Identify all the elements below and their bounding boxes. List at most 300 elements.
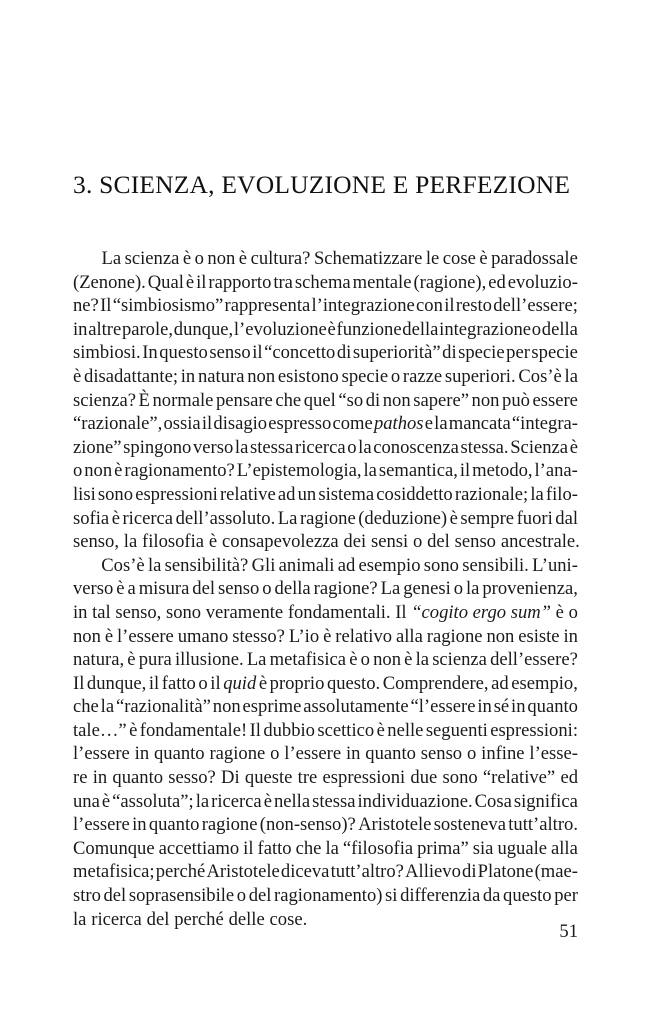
text-line [73,601,578,625]
word: esprime [242,696,302,718]
paragraph-indent [73,247,98,271]
word: scienza [124,248,180,269]
word: “so [338,389,364,411]
word: di [442,342,457,364]
word: quel [303,389,336,411]
word: Qual [147,271,184,293]
word: metafisica; [73,861,155,883]
word: diceva [280,861,330,883]
word: in [345,743,361,765]
word: in [134,743,150,765]
word: scienza [432,649,487,671]
word: ed [488,271,506,293]
word: tal [92,601,111,623]
word: parole, [121,318,174,340]
word: è [127,649,136,671]
word: consapevolezza [221,531,339,553]
word: questo [159,342,208,364]
word: questo [503,885,552,907]
word: senso [209,342,251,364]
word: o [453,578,464,600]
word: “integra- [511,413,578,435]
word: quanto [527,696,578,718]
word: ed [560,767,578,789]
word: Scienza [510,436,569,458]
word: prima” [417,837,469,859]
text-line [73,412,578,436]
word: non [486,625,515,647]
word: non [382,389,411,411]
word: evoluzio- [507,271,578,293]
word: sensibili. [462,554,529,576]
word: in [511,696,526,718]
word: perché [155,861,206,883]
word: dell’assoluto. [175,507,276,529]
text-line [73,294,578,318]
word: come [332,413,373,435]
paragraph [73,247,578,554]
word: non [84,460,113,482]
word: il [243,837,254,859]
word: cose [442,248,476,269]
word: stessa. [460,436,509,458]
word: la [147,554,162,576]
word: è [376,719,385,741]
word: la [100,696,115,718]
word: sum” [510,601,552,623]
word: l’essere [73,814,130,836]
word: essere [532,389,578,411]
word: la [465,578,480,600]
word: espressioni [322,767,406,789]
word: pura [138,649,172,671]
word: Il [395,601,407,623]
word: ragione [299,507,356,529]
word: tre [297,767,318,789]
word: l’integrazione [311,295,415,317]
word: o [568,601,578,623]
word: La [246,649,267,671]
word: nella [273,790,311,812]
word: razze [402,365,443,387]
word: del [192,578,216,600]
word: senso [454,531,496,553]
word: genesi [403,578,451,600]
word: è [182,248,192,269]
word: ricerca [295,436,346,458]
word: soprasensibile [128,885,235,907]
word: la [363,460,377,482]
word: pensare [215,389,273,411]
text-line [73,648,578,672]
word: natura, [73,649,125,671]
text-line [73,719,578,743]
word: il [196,271,207,293]
word: l’essere [73,743,130,765]
word: non [373,649,401,671]
word: seguenti [425,719,488,741]
text-line [73,577,578,601]
word: (Zenone). [73,271,146,293]
word: o [347,436,357,458]
word: che [275,389,302,411]
text-line [73,247,578,271]
word: ne? [73,295,99,317]
word: In [142,342,158,364]
word: in [180,365,196,387]
word: ancestrale. [500,531,580,553]
word: rapporto [208,271,272,293]
word: specie [341,365,389,387]
word: o [531,318,542,340]
word: L’epistemologia, [236,460,362,482]
page-title: 3. SCIENZA, EVOLUZIONE E PERFEZIONE [73,170,571,200]
word: o [236,885,247,907]
word: quanto [148,814,200,836]
word: è [116,578,125,600]
word: veramente [205,601,284,623]
word: sono [97,483,134,505]
word: ragione [426,625,483,647]
word: esiste [518,625,560,647]
word: sofia [73,507,110,529]
word: in [563,625,578,647]
text-line [73,625,578,649]
word: la [358,436,372,458]
paragraph [73,554,578,932]
word: del [103,885,127,907]
text-line [73,507,578,531]
word: è [185,271,195,293]
word: natura [198,365,245,387]
word: accettiamo [158,837,240,859]
word: dell’essere; [493,295,578,317]
word: la [123,531,138,553]
word: o [412,531,423,553]
word: l’essere [117,625,174,647]
word: due [410,767,438,789]
word: metafisica [269,649,347,671]
word: o [194,248,204,269]
word: quid [223,672,257,694]
word: è [569,436,578,458]
word: Aristotele [358,814,432,836]
word: la [415,649,430,671]
word: Cosa [474,790,512,812]
word: filo- [545,483,578,505]
word: è [349,649,358,671]
word: la [434,413,448,435]
word: di [336,342,352,364]
word: lisi [73,483,96,505]
word: (ragione), [413,271,487,293]
word: scettico [317,719,375,741]
word: non [207,248,236,269]
word: differenzia [400,885,481,907]
word: L’io [288,625,320,647]
word: ragione [201,814,258,836]
word: integrazione [439,318,532,340]
word: verso [193,436,234,458]
word: che [295,837,322,859]
word: ergo [472,601,507,623]
word: individuazione. [357,790,473,812]
word: o [360,649,370,671]
word: non [73,625,101,647]
word: in [73,318,88,340]
word: illusione. [174,649,244,671]
word: specie [531,342,578,364]
word: è [479,248,488,269]
word: proprio [269,672,325,694]
word: scienza? [73,389,136,411]
word: ragione? [313,578,378,600]
word: tra [273,271,293,293]
word: stessa [249,436,294,458]
word: schema [294,271,351,293]
word: zione” [73,436,122,458]
word: specie [458,342,505,364]
word: È [138,389,150,411]
word: funzione [336,318,402,340]
word: uguale [497,837,547,859]
word: Il [249,719,261,741]
word: dal [555,507,578,529]
word: mentale [352,271,412,293]
word: la [195,790,210,812]
word: Gli [251,554,276,576]
word: o [73,460,83,482]
word: “razionalità” [115,696,211,718]
word: provenienza, [482,578,578,600]
word: Il [73,672,85,694]
word: “assoluta”; [112,790,194,812]
word: esempio [358,554,421,576]
word: sono [442,767,478,789]
text-line [73,365,578,389]
word: verso [73,578,114,600]
word: della [402,318,439,340]
word: normale [152,389,214,411]
word: il [459,460,471,482]
word: in [73,601,88,623]
word: del [248,885,272,907]
word: può [502,389,530,411]
word: misura [138,578,190,600]
text-line [73,318,578,342]
word: che [73,696,99,718]
word: sensi [370,531,409,553]
word: L’uni- [532,554,578,576]
word: (mae- [534,861,578,883]
text-line [73,813,578,837]
word: senso [420,743,463,765]
word: l’ana- [534,460,578,482]
word: mancata [448,413,511,435]
word: espressioni: [490,719,578,741]
word: tutt’altro? [330,861,404,883]
word: l’essere [284,743,342,765]
word: superiori. [444,365,516,387]
word: fondamentale! [139,719,248,741]
word: senso, [73,531,119,553]
word: nelle [387,719,424,741]
word: Comunque [73,837,155,859]
word: o [198,672,208,694]
word: (non-senso)? [259,814,356,836]
word: del [146,908,170,930]
word: infine [481,743,525,765]
body-text [73,247,578,931]
word: delle [228,908,265,930]
word: “simbiosismo” [112,295,224,317]
word: è [404,649,413,671]
word: la [325,837,339,859]
word: Il [100,295,112,317]
text-line [73,837,578,861]
word: è [449,507,458,529]
word: una [73,790,100,812]
word: rappresenta [224,295,311,317]
word: non [471,389,500,411]
word: paradossale [491,248,578,269]
word: sosteneva [433,814,506,836]
word: “cogito [411,601,469,623]
text-line [73,742,578,766]
word: disagio [213,413,268,435]
word: animali [278,554,335,576]
text-line [73,483,578,507]
word: La [380,578,401,600]
word: l’esse- [529,743,578,765]
word: “filosofia [342,837,414,859]
word: o [466,743,477,765]
word: tutt’altro. [508,814,578,836]
word: è [114,460,123,482]
word: sempre [460,507,515,529]
word: ad [277,483,296,505]
text-line [73,884,578,908]
word: Platone [477,861,534,883]
word: con [416,295,443,317]
word: ragionamento) [274,885,383,907]
text-line [73,695,578,719]
word: umano [177,625,229,647]
word: significa [513,790,578,812]
word: in [132,814,147,836]
word: fuori [516,507,553,529]
word: ossia [163,413,201,435]
word: superiorità” [352,342,441,364]
word: dell’essere? [490,649,578,671]
word: di [462,861,477,883]
word: ad [491,672,509,694]
word: o [270,743,280,765]
word: sesso? [168,767,216,789]
word: razionale; [454,483,529,505]
word: questo. [326,672,381,694]
text-line [73,860,578,884]
word: alla [551,837,578,859]
page-number: 51 [559,921,578,942]
word: il [210,672,221,694]
word: ragionamento? [124,460,235,482]
word: è [129,719,138,741]
word: ricerca [211,790,262,812]
text-line [73,530,578,554]
word: Comprendere, [382,672,489,694]
word: un [297,483,317,505]
text-line [73,436,578,460]
word: cultura? [250,248,311,269]
word: è [208,531,218,553]
word: resto [455,295,492,317]
word: stessa [312,790,356,812]
word: la [73,908,87,930]
word: il [252,342,263,364]
text-line [73,790,578,814]
word: in [92,767,108,789]
word: è [238,248,248,269]
word: sono [423,554,459,576]
word: è [323,625,332,647]
word: il [444,295,455,317]
word: La [101,248,122,269]
text-line [73,459,578,483]
word: non [247,365,276,387]
word: alla [395,625,423,647]
text-line [73,672,578,696]
text-line [73,271,578,295]
word: l’evoluzione [233,318,327,340]
word: quanto [154,743,205,765]
word: espressioni [135,483,218,505]
word: stro [73,885,101,907]
word: assolutamente [303,696,409,718]
word: della [274,578,311,600]
word: sensibilità? [164,554,249,576]
word: o [390,365,401,387]
word: espresso [268,413,332,435]
word: da [482,885,501,907]
word: filosofia [142,531,205,553]
word: “razionale”, [73,413,163,435]
word: cosiddetto [376,483,453,505]
word: conoscenza [373,436,459,458]
word: è [104,625,114,647]
word: si [385,885,398,907]
word: Allievo [405,861,461,883]
text-line [73,766,578,790]
word: ragione [209,743,266,765]
word: ad [337,554,356,576]
word: il [201,413,213,435]
word: dunque, [86,672,147,694]
word: cose. [269,908,308,930]
word: altre [88,318,122,340]
word: esempio, [511,672,578,694]
word: esistono [277,365,339,387]
word: Cos’è [101,554,145,576]
word: Aristotele [206,861,280,883]
word: sono [165,601,202,623]
word: o [262,578,272,600]
word: perché [174,908,224,930]
word: sia [472,837,494,859]
word: Schematizzare [313,248,423,269]
word: quanto [112,767,164,789]
word: semantica, [378,460,458,482]
